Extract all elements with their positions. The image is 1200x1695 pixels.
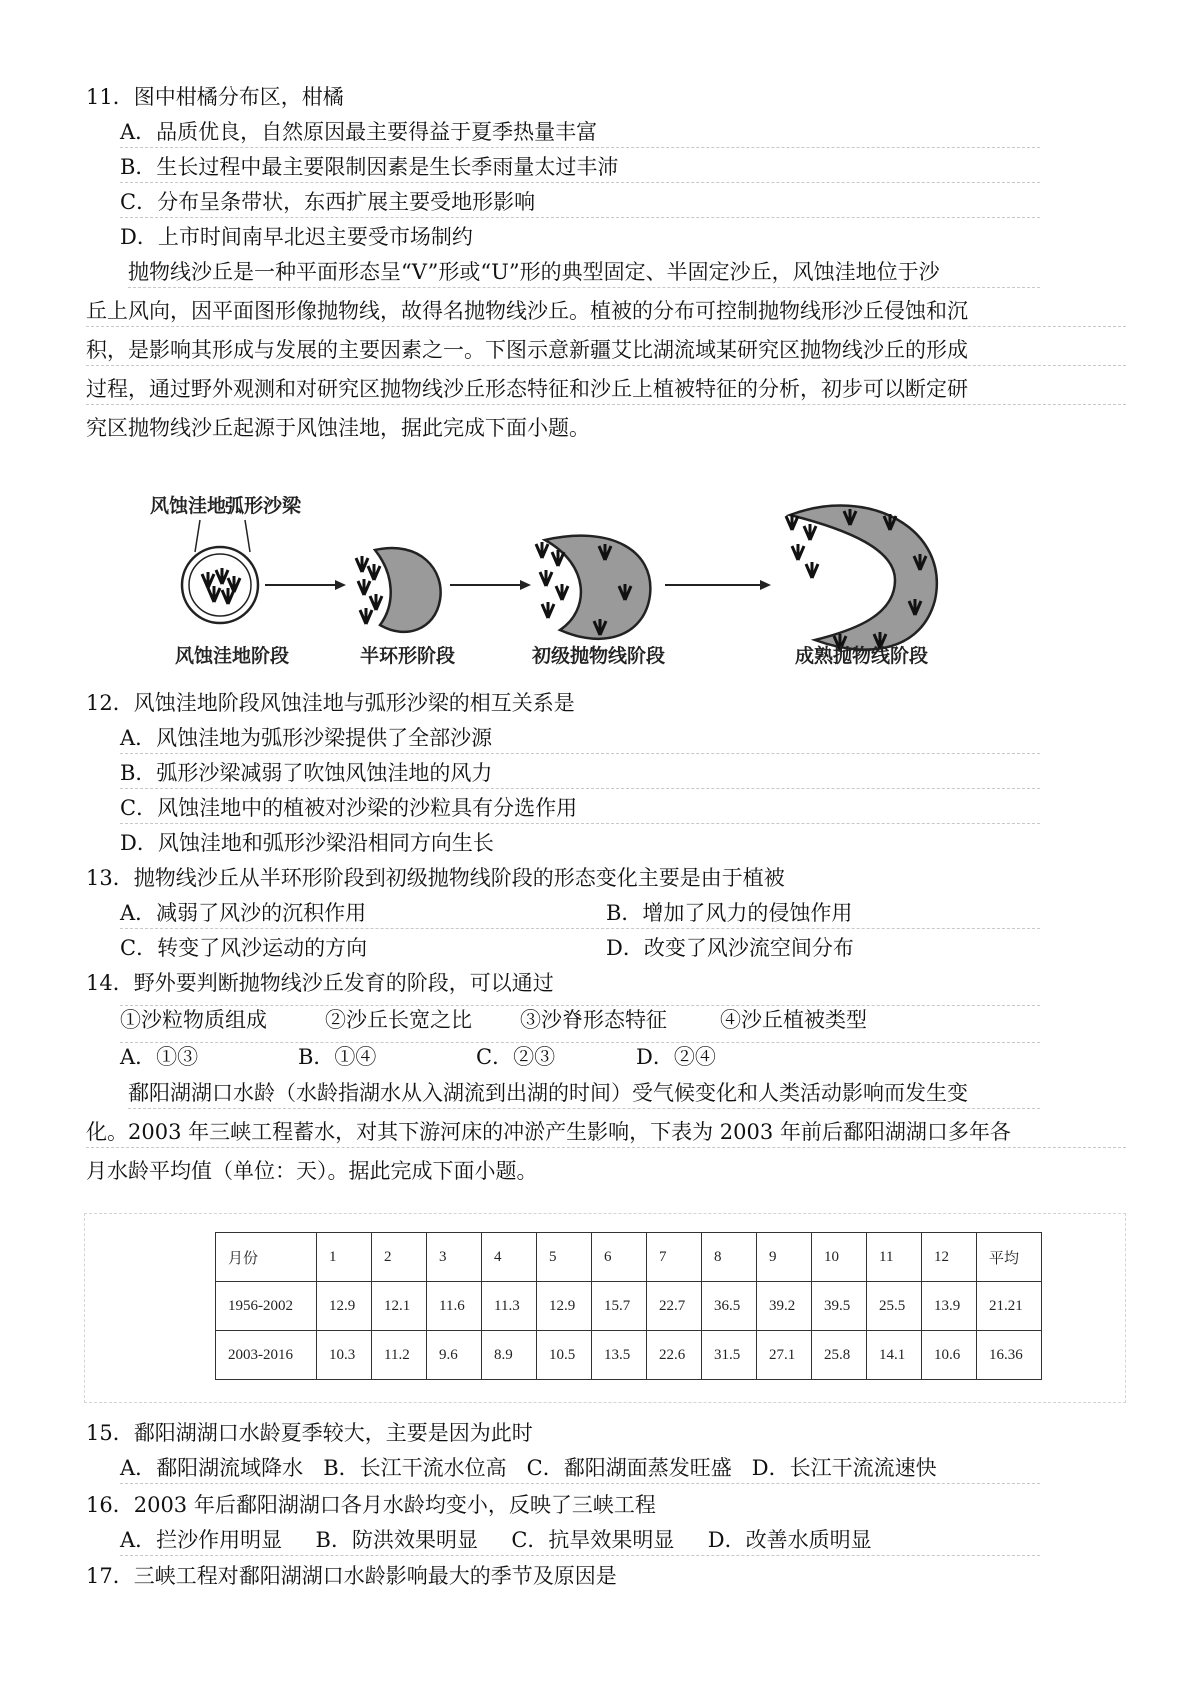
table-cell: 8.9 xyxy=(482,1331,537,1380)
table-header-cell: 5 xyxy=(537,1233,592,1282)
q14-item-2: ②沙丘长宽之比 xyxy=(325,1008,472,1032)
table-cell: 14.1 xyxy=(867,1331,922,1380)
q14-options xyxy=(120,1042,1040,1069)
stage-2-graphic xyxy=(356,548,441,632)
q13-row-1 xyxy=(120,898,1040,929)
q13-row-2 xyxy=(120,933,1040,963)
table-cell: 1956-2002 xyxy=(216,1282,317,1331)
q12-option-b: B．弧形沙梁减弱了吹蚀风蚀洼地的风力 xyxy=(120,758,1040,789)
table-cell: 11.6 xyxy=(427,1282,482,1331)
table-header-cell: 6 xyxy=(592,1233,647,1282)
stage-4-graphic xyxy=(786,506,937,650)
table-cell: 25.8 xyxy=(812,1331,867,1380)
table-header-cell: 平均 xyxy=(977,1233,1042,1282)
table-row xyxy=(216,1331,1042,1380)
table-header-cell: 12 xyxy=(922,1233,977,1282)
q13-option-b: B．增加了风力的侵蚀作用 xyxy=(606,901,853,925)
stage-1-graphic xyxy=(182,547,258,623)
table-cell: 39.5 xyxy=(812,1282,867,1331)
table-cell: 22.7 xyxy=(647,1282,702,1331)
q11-stem: 11．图中柑橘分布区，柑橘 xyxy=(86,85,344,109)
table-cell: 9.6 xyxy=(427,1331,482,1380)
q12-stem: 12．风蚀洼地阶段风蚀洼地与弧形沙梁的相互关系是 xyxy=(86,691,575,715)
passage2-line-2: 化。2003 年三峡工程蓄水，对其下游河床的冲淤产生影响，下表为 2003 年前后鄱阳湖湖口多年各 xyxy=(86,1117,1126,1148)
stage-label-3: 初级抛物线阶段 xyxy=(532,645,666,667)
table-header-cell: 3 xyxy=(427,1233,482,1282)
table-cell: 31.5 xyxy=(702,1331,757,1380)
passage1-line-1: 抛物线沙丘是一种平面形态呈“V”形或“U”形的典型固定、半固定沙丘，风蚀洼地位于沙 xyxy=(128,257,1040,288)
q14-item-1: ①沙粒物质组成 xyxy=(120,1008,267,1032)
table-header-cell: 月份 xyxy=(216,1233,317,1282)
q16-stem: 16．2003 年后鄱阳湖湖口各月水龄均变小，反映了三峡工程 xyxy=(86,1493,656,1517)
q11-option-a: A．品质优良，自然原因最主要得益于夏季热量丰富 xyxy=(120,117,1040,148)
stage-label-2: 半环形阶段 xyxy=(360,645,456,667)
q14-item-4: ④沙丘植被类型 xyxy=(720,1008,867,1032)
q14-stem: 14．野外要判断抛物线沙丘发育的阶段，可以通过 xyxy=(86,971,554,995)
q13-stem: 13．抛物线沙丘从半环形阶段到初级抛物线阶段的形态变化主要是由于植被 xyxy=(86,866,785,890)
label-arc-sand-ridge: 弧形沙梁 xyxy=(225,495,302,517)
table-header-cell: 4 xyxy=(482,1233,537,1282)
table-cell: 25.5 xyxy=(867,1282,922,1331)
table-cell: 10.3 xyxy=(317,1331,372,1380)
passage1-line-5: 究区抛物线沙丘起源于风蚀洼地，据此完成下面小题。 xyxy=(86,416,590,440)
q17-stem: 17．三峡工程对鄱阳湖湖口水龄影响最大的季节及原因是 xyxy=(86,1564,617,1588)
table-header-cell: 8 xyxy=(702,1233,757,1282)
q13-option-d: D．改变了风沙流空间分布 xyxy=(606,936,854,960)
passage1-line-3: 积，是影响其形成与发展的主要因素之一。下图示意新疆艾比湖流域某研究区抛物线沙丘的形成 xyxy=(86,335,1126,366)
q15-options: A．鄱阳湖流域降水 B．长江干流水位高 C．鄱阳湖面蒸发旺盛 D．长江干流流速快 xyxy=(120,1453,1040,1484)
q14-option-a: A．①③ xyxy=(120,1045,199,1069)
q12-option-c: C．风蚀洼地中的植被对沙梁的沙粒具有分选作用 xyxy=(120,793,1040,824)
q13-option-a: A．减弱了风沙的沉积作用 xyxy=(120,901,367,925)
table-cell: 12.9 xyxy=(317,1282,372,1331)
table-header-cell: 9 xyxy=(757,1233,812,1282)
table-cell: 10.5 xyxy=(537,1331,592,1380)
table-cell: 13.9 xyxy=(922,1282,977,1331)
table-cell: 13.5 xyxy=(592,1331,647,1380)
q14-items xyxy=(120,1005,1040,1032)
q14-item-3: ③沙脊形态特征 xyxy=(520,1008,667,1032)
passage1-line-2: 丘上风向，因平面图形像抛物线，故得名抛物线沙丘。植被的分布可控制抛物线形沙丘侵蚀和沉 xyxy=(86,296,1126,327)
q16-options: A．拦沙作用明显 B．防洪效果明显 C．抗旱效果明显 D．改善水质明显 xyxy=(120,1525,1040,1556)
table-header-cell: 10 xyxy=(812,1233,867,1282)
q15-stem: 15．鄱阳湖湖口水龄夏季较大，主要是因为此时 xyxy=(86,1421,533,1445)
q11-option-d: D．上市时间南早北迟主要受市场制约 xyxy=(120,225,473,249)
table-header-cell: 2 xyxy=(372,1233,427,1282)
q14-option-b: B．①④ xyxy=(298,1045,377,1069)
stage-3-graphic xyxy=(536,536,650,639)
table-cell: 2003-2016 xyxy=(216,1331,317,1380)
q14-option-c: C．②③ xyxy=(476,1045,556,1069)
table-cell: 22.6 xyxy=(647,1331,702,1380)
table-cell: 10.6 xyxy=(922,1331,977,1380)
q13-option-c: C．转变了风沙运动的方向 xyxy=(120,936,368,960)
q11-option-c: C．分布呈条带状，东西扩展主要受地形影响 xyxy=(120,187,1040,218)
table-row xyxy=(216,1282,1042,1331)
dune-formation-diagram xyxy=(150,490,1050,670)
stage-label-1: 风蚀洼地阶段 xyxy=(175,645,290,667)
table-header-row xyxy=(216,1233,1042,1282)
table-header-cell: 11 xyxy=(867,1233,922,1282)
table-cell: 12.9 xyxy=(537,1282,592,1331)
table-cell: 15.7 xyxy=(592,1282,647,1331)
table-cell: 16.36 xyxy=(977,1331,1042,1380)
table-cell: 11.3 xyxy=(482,1282,537,1331)
q14-option-d: D．②④ xyxy=(636,1045,716,1069)
table-cell: 12.1 xyxy=(372,1282,427,1331)
table-cell: 36.5 xyxy=(702,1282,757,1331)
table-cell: 21.21 xyxy=(977,1282,1042,1331)
passage2-line-1: 鄱阳湖湖口水龄（水龄指湖水从入湖流到出湖的时间）受气候变化和人类活动影响而发生变 xyxy=(128,1078,1040,1109)
water-age-table xyxy=(215,1232,1042,1380)
q12-option-d: D．风蚀洼地和弧形沙梁沿相同方向生长 xyxy=(120,831,494,855)
table-header-cell: 7 xyxy=(647,1233,702,1282)
passage1-line-4: 过程，通过野外观测和对研究区抛物线沙丘形态特征和沙丘上植被特征的分析，初步可以断定研 xyxy=(86,374,1126,405)
q12-option-a: A．风蚀洼地为弧形沙梁提供了全部沙源 xyxy=(120,723,1040,754)
table-header-cell: 1 xyxy=(317,1233,372,1282)
q11-option-b: B．生长过程中最主要限制因素是生长季雨量太过丰沛 xyxy=(120,152,1040,183)
label-wind-erosion-hollow: 风蚀洼地 xyxy=(150,495,227,517)
stage-label-4: 成熟抛物线阶段 xyxy=(795,645,929,667)
table-cell: 11.2 xyxy=(372,1331,427,1380)
table-cell: 39.2 xyxy=(757,1282,812,1331)
table-cell: 27.1 xyxy=(757,1331,812,1380)
passage2-line-3: 月水龄平均值（单位：天）。据此完成下面小题。 xyxy=(86,1159,538,1183)
